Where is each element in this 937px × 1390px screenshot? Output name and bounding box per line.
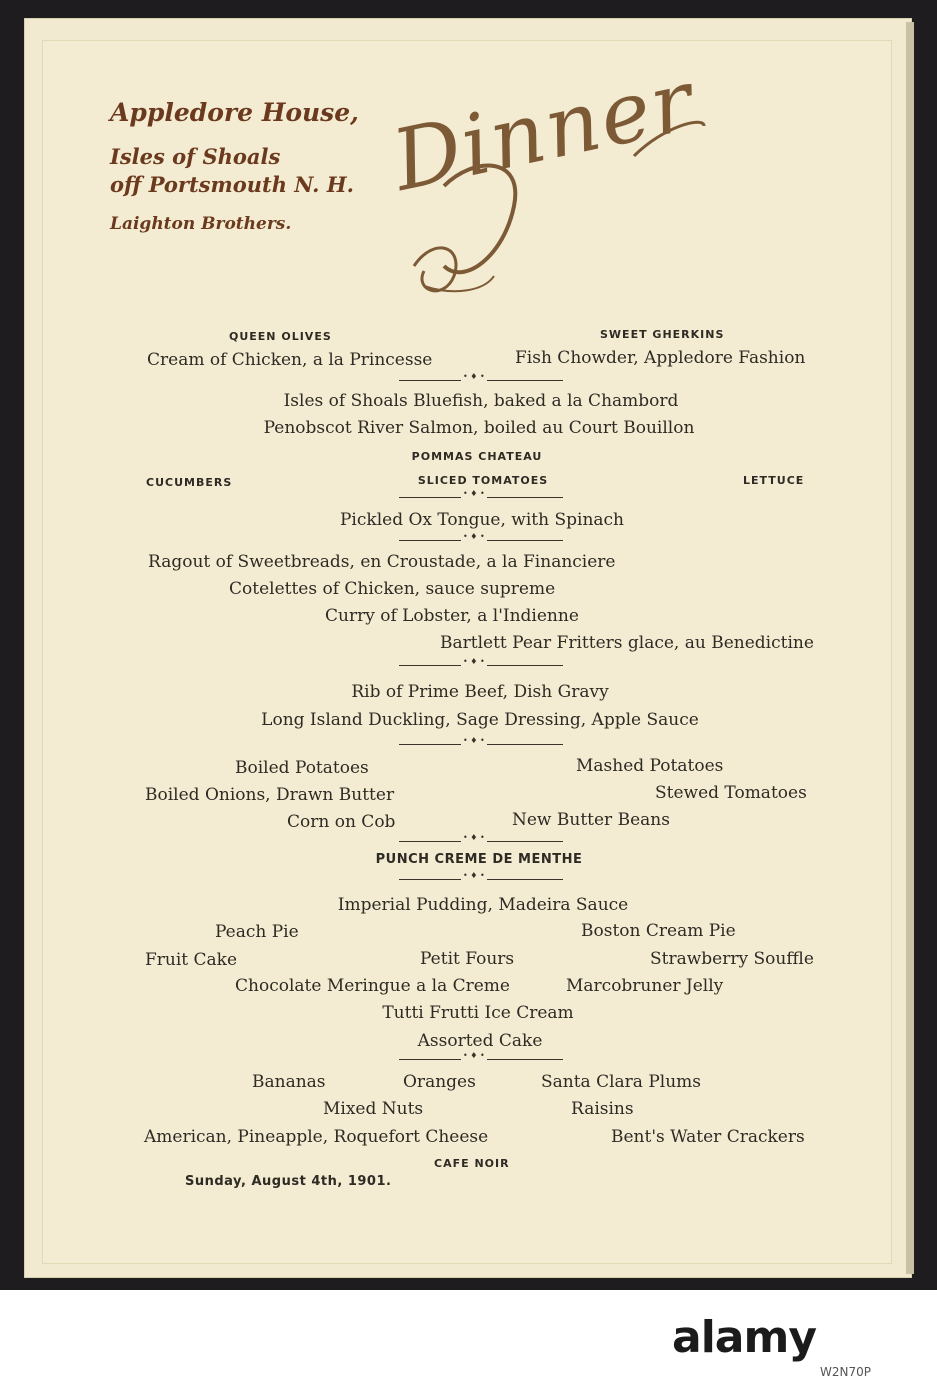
roast-2: Long Island Duckling, Sage Dressing, Apple Sauce <box>261 710 699 730</box>
dessert-8: Marcobruner Jelly <box>566 976 724 996</box>
dessert-4: Fruit Cake <box>145 950 238 970</box>
cheese: American, Pineapple, Roquefort Cheese <box>144 1127 489 1147</box>
divider <box>399 662 563 670</box>
divider <box>399 1056 563 1064</box>
divider <box>399 537 563 545</box>
fish-2: Penobscot River Salmon, boiled au Court Bouillon <box>263 418 695 438</box>
relish-left: QUEEN OLIVES <box>229 330 332 343</box>
coffee: CAFE NOIR <box>434 1157 510 1170</box>
dessert-6: Strawberry Souffle <box>650 949 814 969</box>
dessert-3: Boston Cream Pie <box>581 921 736 941</box>
veg-left: CUCUMBERS <box>146 476 233 489</box>
entree-4: Bartlett Pear Fritters glace, au Benedictine <box>440 633 814 653</box>
entree-2: Cotelettes of Chicken, sauce supreme <box>229 579 556 599</box>
dessert-5: Petit Fours <box>420 949 515 969</box>
fruit-1: Bananas <box>252 1072 326 1092</box>
location-line-2: off Portsmouth N. H. <box>110 172 354 197</box>
soup-right: Fish Chowder, Appledore Fashion <box>515 348 806 368</box>
dessert-2: Peach Pie <box>215 922 299 942</box>
fish-1: Isles of Shoals Bluefish, baked a la Chambord <box>283 391 679 411</box>
divider <box>399 876 563 884</box>
dessert-7: Chocolate Meringue a la Creme <box>235 976 510 996</box>
fruit-2: Oranges <box>403 1072 476 1092</box>
side-3: Boiled Onions, Drawn Butter <box>145 785 395 805</box>
divider <box>399 838 563 846</box>
fruit-5: Raisins <box>571 1099 634 1119</box>
side-4: Stewed Tomatoes <box>655 783 807 803</box>
punch: PUNCH CREME DE MENTHE <box>375 852 583 867</box>
entree-1: Ragout of Sweetbreads, en Croustade, a la Financiere <box>148 552 616 572</box>
side-1: Boiled Potatoes <box>235 758 369 778</box>
side-6: New Butter Beans <box>512 810 670 830</box>
veg-center: SLICED TOMATOES <box>417 474 549 487</box>
divider <box>399 741 563 749</box>
fruit-3: Santa Clara Plums <box>541 1072 702 1092</box>
side-2: Mashed Potatoes <box>576 756 724 776</box>
hotel-name: Appledore House, <box>110 98 359 127</box>
location-line-1: Isles of Shoals <box>110 144 281 169</box>
fruit-4: Mixed Nuts <box>323 1099 424 1119</box>
entree-3: Curry of Lobster, a l'Indienne <box>325 606 579 626</box>
relish-right: SWEET GHERKINS <box>600 328 725 341</box>
dessert-10: Assorted Cake <box>417 1031 543 1051</box>
card-edge <box>906 22 914 1274</box>
divider <box>399 377 563 385</box>
dessert-9: Tutti Frutti Ice Cream <box>382 1003 574 1023</box>
side-5: Corn on Cob <box>287 812 396 832</box>
watermark-logo: alamy <box>672 1312 816 1363</box>
veg-right: LETTUCE <box>743 474 805 487</box>
crackers: Bent's Water Crackers <box>611 1127 805 1147</box>
divider <box>399 494 563 502</box>
dessert-1: Imperial Pudding, Madeira Sauce <box>337 895 629 915</box>
menu-date: Sunday, August 4th, 1901. <box>185 1174 392 1189</box>
roast-1: Rib of Prime Beef, Dish Gravy <box>351 682 609 702</box>
proprietors: Laighton Brothers. <box>110 214 292 234</box>
soup-left: Cream of Chicken, a la Princesse <box>147 350 433 370</box>
dinner-title: Dinner <box>384 50 703 211</box>
image-id: W2N70P <box>820 1365 871 1379</box>
cold-dish: Pickled Ox Tongue, with Spinach <box>339 510 625 530</box>
potato: POMMAS CHATEAU <box>411 450 543 463</box>
